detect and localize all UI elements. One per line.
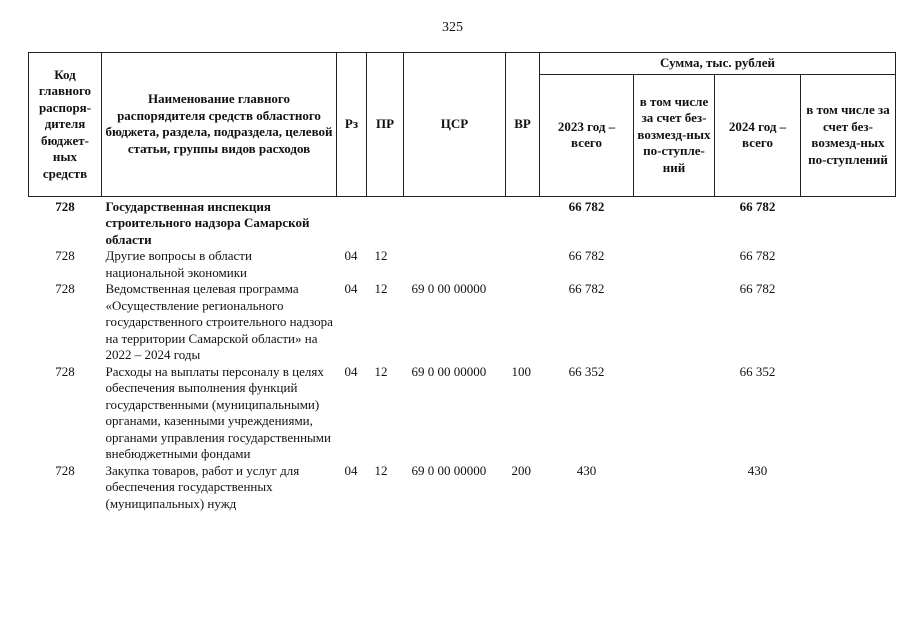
header-2024-total: 2024 год – всего	[715, 74, 801, 196]
cell-2024-gratuitous	[801, 463, 896, 513]
cell-csr: 69 0 00 00000	[411, 281, 487, 296]
cell-vr	[506, 281, 540, 364]
cell-vr: 200	[511, 462, 531, 478]
cell-2024-total: 66 782	[739, 198, 776, 214]
cell-2024-total: 430	[747, 462, 768, 478]
cell-rz: 04	[344, 248, 358, 263]
budget-table-container	[28, 52, 895, 512]
cell-vr	[506, 248, 540, 281]
header-2023-total: 2023 год – всего	[540, 74, 634, 196]
cell-csr	[404, 248, 506, 281]
cell-code: 728	[55, 462, 75, 478]
cell-rz: 04	[344, 363, 358, 379]
cell-rz: 04	[344, 462, 358, 478]
page-number: 325	[442, 20, 463, 35]
cell-name: Ведомственная целевая программа «Осуществление регионального государственного строительного надзора на территории Самарской области» на 2022 – 2024 годы	[105, 281, 333, 362]
cell-2024-gratuitous	[801, 364, 896, 463]
cell-name: Расходы на выплаты персоналу в целях обеспечения выполнения функций государственными (муниципальными) органами, казенными учреждениями, органами управления государственными внебюджетными фондами	[105, 363, 331, 461]
cell-vr: 100	[511, 363, 531, 379]
cell-2024-gratuitous	[801, 248, 896, 281]
cell-pr	[367, 196, 404, 248]
cell-name: Другие вопросы в области национальной экономики	[105, 248, 252, 280]
header-pr: ПР	[367, 53, 404, 197]
header-name: Наименование главного распорядителя средств областного бюджета, раздела, подраздела, целевой статьи, группы видов расходов	[102, 53, 337, 197]
cell-2023-total: 66 352	[568, 363, 605, 379]
cell-2023-total: 66 782	[568, 198, 605, 214]
table-row-target-program	[29, 281, 896, 364]
header-vr: ВР	[506, 53, 540, 197]
cell-rz	[337, 196, 367, 248]
header-csr: ЦСР	[404, 53, 506, 197]
cell-csr: 69 0 00 00000	[411, 462, 487, 478]
cell-2023-total: 66 782	[568, 248, 605, 263]
cell-2023-gratuitous	[634, 463, 715, 513]
cell-2024-gratuitous	[801, 281, 896, 364]
header-rz: Рз	[337, 53, 367, 197]
cell-pr: 12	[374, 462, 388, 478]
header-2023-gratuitous: в том числе за счет без-возмезд-ных по-ступле-ний	[634, 74, 715, 196]
cell-pr: 12	[374, 363, 388, 379]
cell-2023-gratuitous	[634, 281, 715, 364]
cell-name: Закупка товаров, работ и услуг для обеспечения государственных (муниципальных) нужд	[105, 462, 300, 511]
cell-csr: 69 0 00 00000	[411, 363, 487, 379]
cell-2024-total: 66 782	[739, 248, 776, 263]
table-row-inspection	[29, 196, 896, 248]
cell-2024-total: 66 782	[739, 281, 776, 296]
cell-2024-gratuitous	[801, 196, 896, 248]
cell-2023-gratuitous	[634, 248, 715, 281]
table-row-other-economy	[29, 248, 896, 281]
table-row-personnel	[29, 364, 896, 463]
cell-pr: 12	[374, 248, 388, 263]
cell-2023-gratuitous	[634, 364, 715, 463]
cell-rz: 04	[344, 281, 358, 296]
cell-pr: 12	[374, 281, 388, 296]
cell-code: 728	[55, 281, 75, 296]
cell-name: Государственная инспекция строительного надзора Самарской области	[105, 198, 310, 247]
header-sum-group: Сумма, тыс. рублей	[540, 53, 896, 75]
cell-2023-total: 430	[576, 462, 597, 478]
cell-2023-gratuitous	[634, 196, 715, 248]
cell-code: 728	[55, 363, 75, 379]
cell-code: 728	[55, 198, 75, 214]
cell-vr	[506, 196, 540, 248]
cell-csr	[404, 196, 506, 248]
header-code: Код главного распоря-дителя бюджет-ных средств	[29, 53, 102, 197]
cell-2024-total: 66 352	[739, 363, 776, 379]
cell-2023-total: 66 782	[568, 281, 605, 296]
budget-table	[28, 52, 896, 512]
header-2024-gratuitous: в том числе за счет без-возмезд-ных по-ступлений	[801, 74, 896, 196]
table-row-procurement	[29, 463, 896, 513]
cell-code: 728	[55, 248, 75, 263]
